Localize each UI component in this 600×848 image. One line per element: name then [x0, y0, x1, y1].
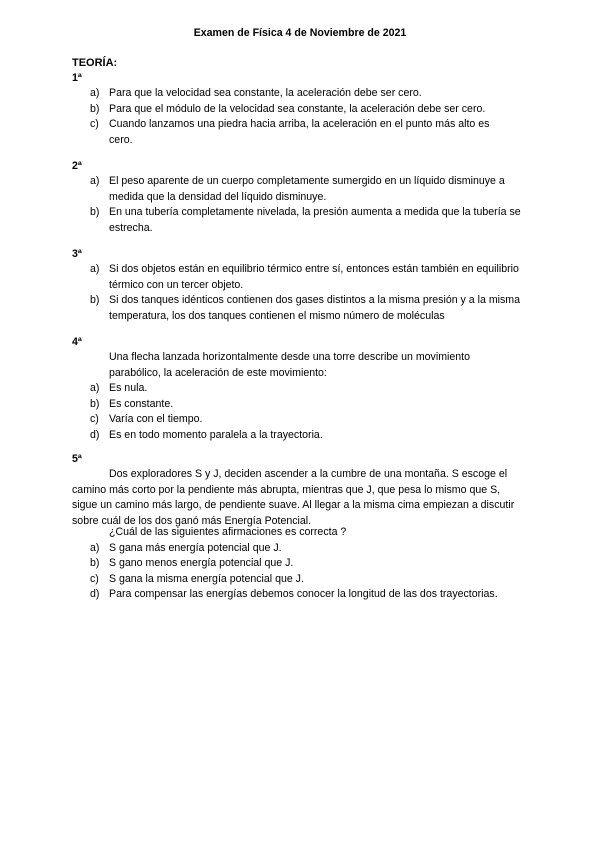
option-text: Es nula.	[109, 382, 148, 394]
option-text: S gano menos energía potencial que J.	[109, 557, 294, 569]
option-text: Para que la velocidad sea constante, la aceleración debe ser cero.	[109, 87, 422, 99]
question-4-number: 4ª	[72, 336, 82, 348]
question-5-option-b	[72, 556, 532, 572]
question-1-number: 1ª	[72, 72, 82, 84]
option-text: Es en todo momento paralela a la trayectoria.	[109, 428, 323, 441]
option-label: b)	[90, 206, 100, 218]
question-2-option-a	[72, 174, 532, 205]
option-label: d)	[90, 428, 100, 441]
document-title: Examen de Física 4 de Noviembre de 2021	[193, 27, 407, 39]
option-text: Si dos tanques idénticos contienen dos gases distintos a la misma presión y a la misma temperatura, los dos tanques contienen el mismo número de moléculas	[109, 294, 521, 322]
question-1-options	[72, 86, 532, 148]
question-3-option-a	[72, 262, 529, 293]
option-text: Para que el módulo de la velocidad sea constante, la aceleración debe ser cero.	[109, 102, 486, 115]
option-label: c)	[90, 413, 99, 425]
option-text: S gana más energía potencial que J.	[109, 541, 282, 554]
option-label: a)	[90, 263, 100, 275]
option-text: Para compensar las energías debemos conocer la longitud de las dos trayectorias.	[109, 588, 498, 600]
question-5-option-a	[72, 541, 532, 557]
option-text: S gana la misma energía potencial que J.	[109, 572, 304, 585]
question-2-option-b	[72, 205, 539, 236]
question-5-question: ¿Cuál de las siguientes afirmaciones es correcta ?	[109, 526, 347, 538]
option-label: c)	[90, 572, 99, 585]
option-label: b)	[90, 294, 100, 306]
option-label: c)	[90, 118, 99, 130]
option-label: a)	[90, 87, 100, 99]
option-label: b)	[90, 102, 100, 115]
question-4-option-d	[72, 428, 532, 444]
question-1-option-a	[72, 86, 532, 102]
option-label: a)	[90, 175, 100, 187]
question-2-options	[72, 174, 532, 236]
question-5-block	[72, 525, 532, 603]
question-5-stem: Dos exploradores S y J, deciden ascender a la cumbre de una montaña. S escoge el camino más corto por la pendiente más abrupta, mientras que J, que pesa lo mismo que S, sigue un camino más largo, de pendiente suave. Al llegar a la misma cima empiezan a discutir sobre cuál de los dos ganó más Energía Potencial.	[72, 468, 515, 527]
option-label: a)	[90, 541, 100, 554]
question-1-option-b	[72, 102, 532, 118]
option-text: Varía con el tiempo.	[109, 413, 203, 425]
option-text: El peso aparente de un cuerpo completamente sumergido en un líquido disminuye a medida que la densidad del líquido disminuye.	[109, 175, 505, 203]
option-label: b)	[90, 557, 100, 569]
question-4-option-c	[72, 412, 532, 428]
option-label: a)	[90, 382, 100, 394]
question-4-option-b	[72, 397, 532, 413]
option-text: Es constante.	[109, 397, 174, 410]
question-4-block	[72, 350, 532, 443]
option-text: Si dos objetos están en equilibrio térmico entre sí, entonces están también en equilibrio térmico con un tercer objeto.	[109, 263, 519, 291]
option-label: d)	[90, 588, 100, 600]
section-heading: TEORÍA:	[72, 57, 118, 69]
question-1-option-c	[72, 117, 509, 148]
question-5-option-c	[72, 572, 532, 588]
question-5-option-d	[72, 587, 532, 603]
option-text: En una tubería completamente nivelada, la presión aumenta a medida que la tubería se estrecha.	[109, 206, 521, 234]
question-3-number: 3ª	[72, 248, 82, 260]
question-4-option-a	[72, 381, 532, 397]
option-text: Cuando lanzamos una piedra hacia arriba, la aceleración en el punto más alto es cero.	[109, 118, 490, 146]
question-5-number: 5ª	[72, 453, 82, 465]
question-4-stem: Una flecha lanzada horizontalmente desde una torre describe un movimiento parabólico, la aceleración de este movimiento:	[109, 351, 470, 379]
question-2-number: 2ª	[72, 160, 82, 172]
question-3-option-b	[72, 293, 532, 324]
option-label: b)	[90, 397, 100, 410]
question-3-options	[72, 262, 532, 324]
